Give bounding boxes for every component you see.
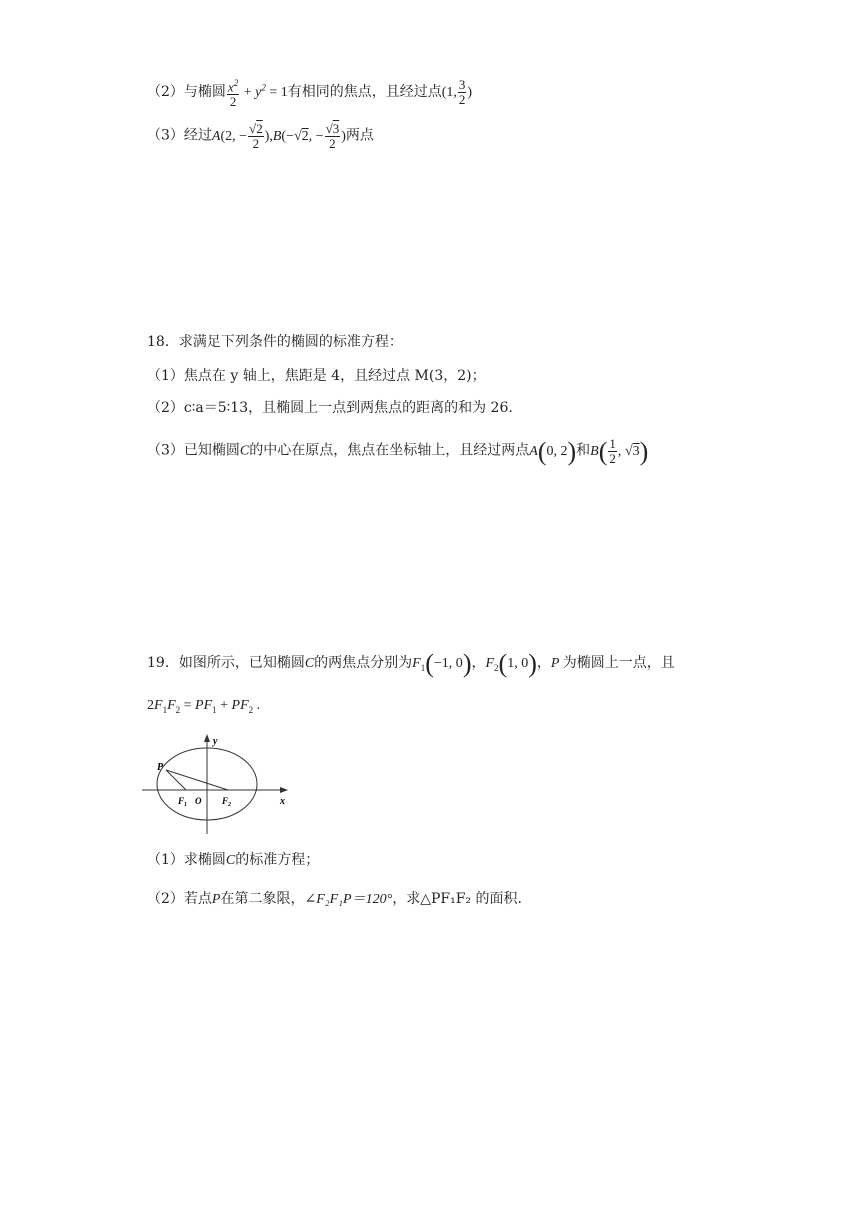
p19-2-mid: 在第二象限， (220, 891, 305, 907)
p17-3-prefix: （3）经过 (147, 127, 212, 144)
problem-18-title: 18．求满足下列条件的椭圆的标准方程： (147, 334, 403, 350)
point-coordinate: (1, $\frac{3}{2}$ ) (441, 77, 473, 108)
focus-f1: $F_1(-1$, 0) (412, 648, 472, 678)
focus-f2: $F_2(1$, 0) (485, 648, 537, 678)
label-f2: $F_2$ (222, 796, 232, 808)
p19-mid: 的两焦点分别为 (314, 655, 413, 671)
angle-condition: ∠F₂F₁P＝120° (304, 892, 393, 907)
label-y: y (213, 736, 218, 747)
point-b: B( $\frac{1}{2}$ , √3) (590, 436, 649, 466)
points-a-b: A(2, − $\frac{√2}{2}$ ),B(−√2, − $\frac{√3}{2}$ ) (211, 121, 346, 151)
point-a: A(0, 2) (529, 436, 577, 466)
p19-prefix: 19．如图所示，已知椭圆 (147, 655, 305, 671)
label-p: P (157, 762, 164, 773)
problem-17-part-3 (147, 122, 374, 151)
sep-2: ， (536, 655, 551, 671)
point-p: P (211, 892, 221, 907)
p17-2-mid: 有相同的焦点，且经过点 (287, 83, 442, 100)
problem-19-equation: $2F_1F_2 = PF_1 + PF_2$ . (147, 698, 261, 715)
p19-2-prefix: （2）若点 (147, 891, 212, 907)
problem-18-part-3 (147, 437, 648, 466)
p19-1-suffix: 的标准方程； (235, 852, 320, 868)
p17-2-prefix: （2）与椭圆 (147, 83, 226, 100)
label-x: x (280, 796, 285, 807)
p19-1-prefix: （1）求椭圆 (147, 852, 226, 868)
problem-18-part-1: （1）焦点在 y 轴上，焦距是 4，且经过点 M(3，2)； (147, 368, 486, 384)
problem-18-part-2: （2）c∶a＝5∶13，且椭圆上一点到两焦点的距离的和为 26. (147, 400, 513, 416)
label-o: O (195, 796, 202, 806)
p19-tail: 为椭圆上一点，且 (562, 655, 675, 671)
problem-19-part-1 (147, 850, 319, 871)
ellipse-c: C (239, 443, 250, 459)
y-axis-arrow (204, 734, 210, 742)
label-f1: $F_1$ (178, 796, 188, 808)
x-axis-arrow (280, 787, 288, 793)
ellipse-equation: $\frac{x^2}{2}$ + $y^2 = 1$ (227, 78, 288, 110)
p18-3-mid: 的中心在原点，焦点在坐标轴上，且经过两点 (249, 442, 530, 459)
point-p: P (550, 656, 563, 671)
ellipse-c: C (304, 656, 315, 671)
sep-1: ， (471, 655, 486, 671)
p18-3-and: 和 (576, 442, 591, 459)
p19-2-tail: ，求△PF₁F₂ 的面积. (392, 891, 522, 907)
problem-19-part-2 (147, 889, 522, 910)
problem-19-title (147, 648, 675, 678)
p17-3-suffix: 两点 (345, 127, 374, 144)
ellipse-c: C (225, 853, 236, 868)
ellipse-figure (140, 730, 300, 840)
problem-17-part-2 (147, 76, 472, 109)
p18-3-prefix: （3）已知椭圆 (147, 442, 240, 459)
